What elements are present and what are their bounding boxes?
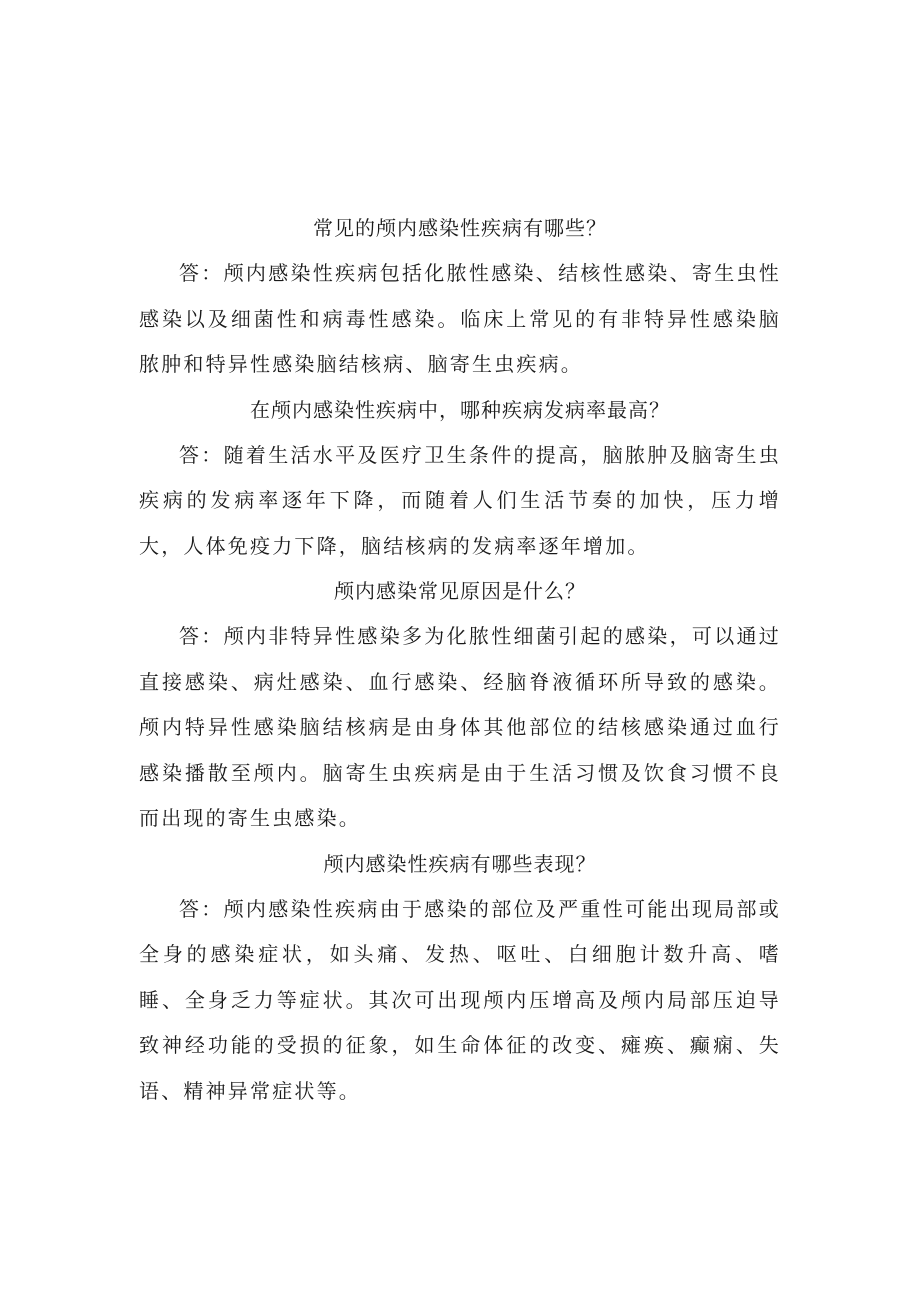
answer-paragraph: 答：随着生活水平及医疗卫生条件的提高，脑脓肿及脑寄生虫疾病的发病率逐年下降，而随着人们生活节奏的加快，压力增大，人体免疫力下降，脑结核病的发病率逐年增加。 — [139, 442, 781, 558]
question-heading: 颅内感染性疾病有哪些表现？ — [323, 851, 597, 876]
answer-paragraph: 答：颅内感染性疾病由于感染的部位及严重性可能出现局部或全身的感染症状，如头痛、发热、呕吐、白细胞计数升高、嗜睡、全身乏力等症状。其次可出现颅内压增高及颅内局部压迫导致神经功能的受损的征象，如生命体征的改变、瘫痪、癫痫、失语、精神异常症状等。 — [139, 896, 781, 1103]
question-heading: 在颅内感染性疾病中，哪种疾病发病率最高？ — [250, 397, 670, 422]
question-heading: 常见的颅内感染性疾病有哪些？ — [313, 216, 607, 240]
document-page — [139, 206, 781, 1114]
question-heading: 颅内感染常见原因是什么？ — [334, 579, 586, 603]
answer-paragraph: 答：颅内非特异性感染多为化脓性细菌引起的感染，可以通过直接感染、病灶感染、血行感染、经脑脊液循环所导致的感染。颅内特异性感染脑结核病是由身体其他部位的结核感染通过血行感染播散至颅内。脑寄生虫疾病是由于生活习惯及饮食习惯不良而出现的寄生虫感染。 — [139, 624, 781, 830]
answer-paragraph: 答：颅内感染性疾病包括化脓性感染、结核性感染、寄生虫性感染以及细菌性和病毒性感染。临床上常见的有非特异性感染脑脓肿和特异性感染脑结核病、脑寄生虫疾病。 — [139, 261, 781, 376]
